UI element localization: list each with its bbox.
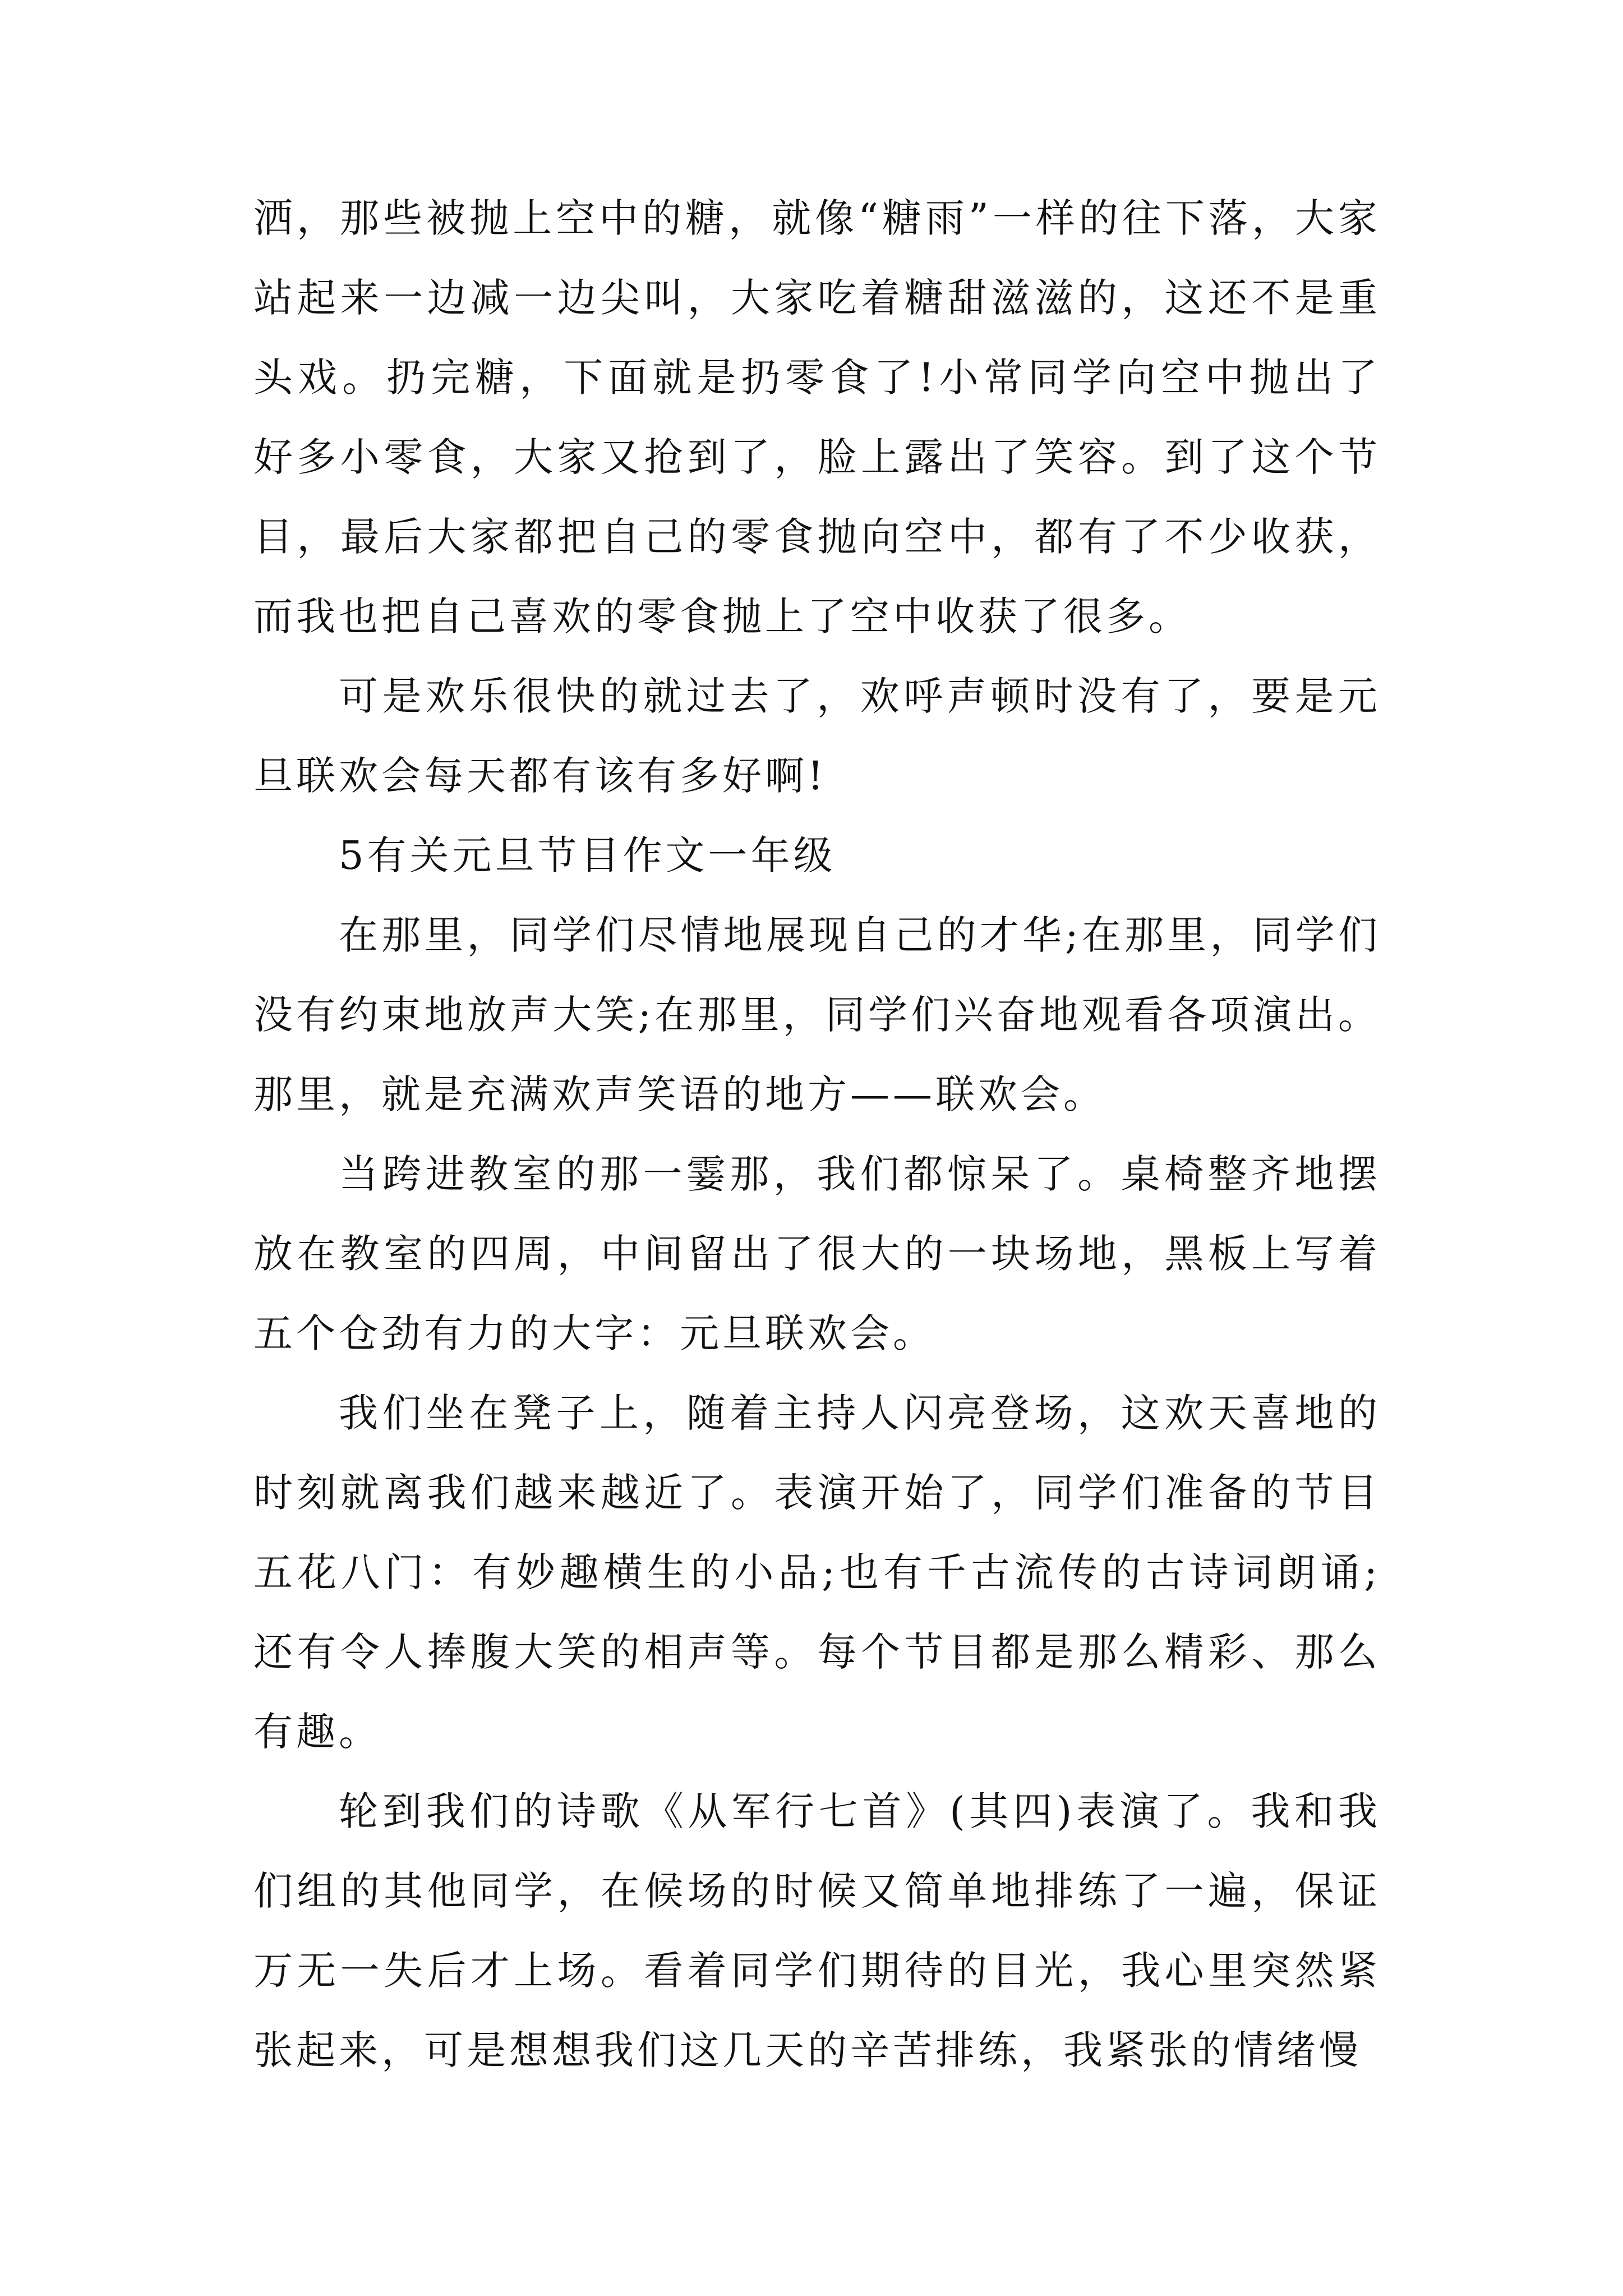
paragraph: 在那里，同学们尽情地展现自己的才华;在那里，同学们没有约束地放声大笑;在那里，同学们兴奋地观看各项演出。那里，就是充满欢声笑语的地方——联欢会。 [253, 912, 1381, 1117]
paragraph: 当跨进教室的那一霎那，我们都惊呆了。桌椅整齐地摆放在教室的四周，中间留出了很大的一块场地，黑板上写着五个仓劲有力的大字：元旦联欢会。 [253, 1151, 1381, 1356]
paragraph-continued: 洒，那些被抛上空中的糖，就像“糖雨”一样的往下落，大家站起来一边减一边尖叫，大家吃着糖甜滋滋的，这还不是重头戏。扔完糖，下面就是扔零食了!小常同学向空中抛出了好多小零食，大家又抢到了，脸上露出了笑容。到了这个节目，最后大家都把自己的零食抛向空中，都有了不少收获，而我也把自己喜欢的零食抛上了空中收获了很多。 [253, 195, 1381, 639]
paragraph: 轮到我们的诗歌《从军行七首》(其四)表演了。我和我们组的其他同学，在候场的时候又简单地排练了一遍，保证万无一失后才上场。看着同学们期待的目光，我心里突然紧张起来，可是想想我们这几天的辛苦排练，我紧张的情绪慢 [253, 1788, 1381, 2073]
section-heading: 5有关元旦节目作文一年级 [339, 832, 836, 878]
paragraph: 我们坐在凳子上，随着主持人闪亮登场，这欢天喜地的时刻就离我们越来越近了。表演开始了，同学们准备的节目五花八门：有妙趣横生的小品;也有千古流传的古诗词朗诵;还有令人捧腹大笑的相声等。每个节目都是那么精彩、那么有趣。 [253, 1390, 1381, 1755]
document-body [253, 178, 1381, 2090]
paragraph: 可是欢乐很快的就过去了，欢呼声顿时没有了，要是元旦联欢会每天都有该有多好啊! [253, 673, 1381, 799]
